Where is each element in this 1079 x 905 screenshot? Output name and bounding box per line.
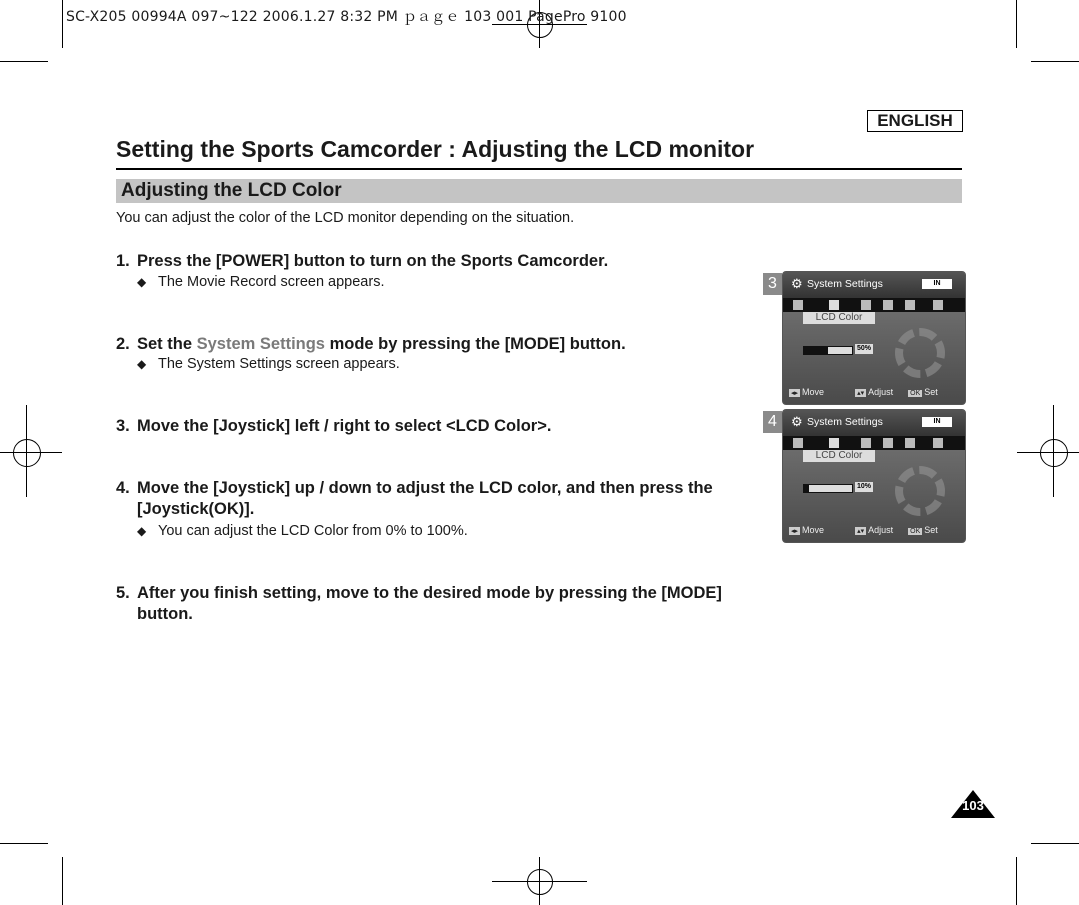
crop-mark bbox=[1016, 0, 1017, 48]
bullet-diamond-icon: ◆ bbox=[137, 524, 147, 538]
screen-footer bbox=[789, 387, 938, 397]
lcd-color-label: LCD Color bbox=[803, 312, 875, 324]
footer-set: Set bbox=[924, 525, 938, 535]
note-text: You can adjust the LCD Color from 0% to 100%. bbox=[158, 523, 468, 539]
level-value: 10% bbox=[856, 483, 871, 490]
step-text: After you finish setting, move to the desired mode by pressing the [MODE] bbox=[137, 584, 722, 602]
gear-icon: ⚙ bbox=[791, 276, 803, 291]
gear-icon: ⚙ bbox=[791, 414, 803, 429]
crop-mark bbox=[62, 0, 63, 48]
step-text: Press the [POWER] button to turn on the Sports Camcorder. bbox=[137, 252, 609, 270]
format-icon bbox=[905, 300, 915, 310]
registration-mark bbox=[527, 869, 553, 895]
footer-adjust: Adjust bbox=[868, 387, 894, 397]
step-3 bbox=[116, 416, 551, 437]
footer-set: Set bbox=[924, 387, 938, 397]
step-text: Move the [Joystick] up / down to adjust the LCD color, and then press the bbox=[137, 479, 713, 497]
lcd-color-icon bbox=[829, 300, 839, 310]
screen-title-bar bbox=[783, 272, 965, 298]
screen-footer bbox=[789, 525, 938, 535]
crop-mark bbox=[0, 61, 48, 62]
step-1-note bbox=[137, 274, 384, 290]
language-badge: ENGLISH bbox=[867, 110, 963, 132]
mode-highlight: System Settings bbox=[196, 335, 325, 353]
crop-mark bbox=[1016, 857, 1017, 905]
level-value: 50% bbox=[856, 345, 871, 352]
menu-strip bbox=[783, 436, 965, 450]
step-text: button. bbox=[137, 605, 193, 623]
brightness-icon bbox=[793, 438, 803, 448]
date-icon bbox=[883, 438, 893, 448]
ok-key-icon: OK bbox=[910, 528, 921, 535]
intro-text: You can adjust the color of the LCD monitor depending on the situation. bbox=[116, 210, 575, 226]
menu-icon bbox=[933, 438, 943, 448]
page-title: Setting the Sports Camcorder : Adjusting the LCD monitor bbox=[116, 136, 755, 162]
step-number: 2. bbox=[116, 335, 130, 353]
step-number: 4. bbox=[116, 479, 130, 497]
screen-number: 4 bbox=[763, 411, 782, 433]
section-title: Adjusting the LCD Color bbox=[121, 180, 342, 201]
screen-title: System Settings bbox=[807, 278, 883, 290]
lcd-screen-4 bbox=[782, 409, 966, 543]
level-fill bbox=[804, 485, 809, 492]
joystick-icon: ◂▸ bbox=[791, 390, 799, 397]
step-text: Move the [Joystick] left / right to select <LCD Color>. bbox=[137, 417, 552, 435]
footer-adjust: Adjust bbox=[868, 525, 894, 535]
ok-key-icon: OK bbox=[910, 390, 921, 397]
menu-icon bbox=[933, 300, 943, 310]
level-bar bbox=[803, 346, 853, 355]
title-rule bbox=[116, 168, 962, 170]
background-gear-icon bbox=[895, 466, 945, 516]
screen-title: System Settings bbox=[807, 416, 883, 428]
level-fill bbox=[804, 347, 828, 354]
background-gear-icon bbox=[895, 328, 945, 378]
bullet-diamond-icon: ◆ bbox=[137, 275, 147, 289]
format-icon bbox=[905, 438, 915, 448]
screen-title-bar bbox=[783, 410, 965, 436]
memory-badge: IN bbox=[922, 279, 952, 289]
page-number: 103 bbox=[962, 798, 984, 813]
print-header: SC-X205 00994A 097~122 2006.1.27 8:32 PM ｐａｇｅ 103 001 PagePro 9100 bbox=[66, 9, 627, 25]
step-text: Set the bbox=[137, 335, 197, 353]
registration-mark bbox=[13, 439, 41, 467]
crop-mark bbox=[1031, 61, 1079, 62]
bullet-diamond-icon: ◆ bbox=[137, 357, 147, 371]
date-icon bbox=[883, 300, 893, 310]
memory-badge: IN bbox=[922, 417, 952, 427]
menu-strip bbox=[783, 298, 965, 312]
step-4 bbox=[116, 478, 713, 520]
step-5 bbox=[116, 583, 722, 625]
crop-mark bbox=[0, 843, 48, 844]
registration-mark bbox=[1040, 439, 1068, 467]
step-number: 3. bbox=[116, 417, 130, 435]
lcd-color-icon bbox=[829, 438, 839, 448]
screen-number: 3 bbox=[763, 273, 782, 295]
lcd-screen-3 bbox=[782, 271, 966, 405]
clock-icon bbox=[861, 300, 871, 310]
joystick-icon: ▴▾ bbox=[857, 528, 865, 535]
step-1 bbox=[116, 251, 608, 272]
step-number: 1. bbox=[116, 252, 130, 270]
note-text: The System Settings screen appears. bbox=[158, 356, 400, 372]
footer-move: Move bbox=[802, 525, 825, 535]
level-bar bbox=[803, 484, 853, 493]
brightness-icon bbox=[793, 300, 803, 310]
crop-mark bbox=[1031, 843, 1079, 844]
joystick-icon: ▴▾ bbox=[857, 390, 865, 397]
footer-move: Move bbox=[802, 387, 825, 397]
joystick-icon: ◂▸ bbox=[791, 528, 799, 535]
step-number: 5. bbox=[116, 584, 130, 602]
clock-icon bbox=[861, 438, 871, 448]
lcd-color-label: LCD Color bbox=[803, 450, 875, 462]
step-text: mode by pressing the [MODE] button. bbox=[324, 335, 626, 353]
note-text: The Movie Record screen appears. bbox=[158, 274, 385, 290]
step-2 bbox=[116, 334, 626, 355]
step-text: [Joystick(OK)]. bbox=[137, 500, 255, 518]
step-2-note bbox=[137, 356, 400, 372]
crop-mark bbox=[62, 857, 63, 905]
step-4-note bbox=[137, 523, 468, 539]
